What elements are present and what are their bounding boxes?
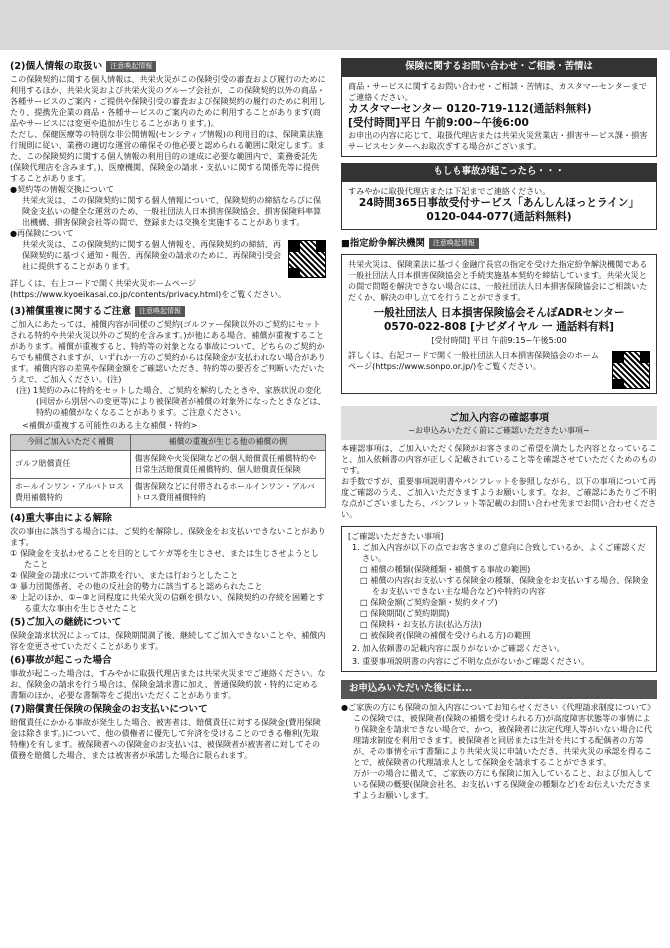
top-band [0, 0, 670, 50]
table-cell: 傷害保険などに付帯されるホールインワン・アルバトロス費用補償特約 [130, 479, 325, 508]
table-cell: ゴルフ賠償責任 [11, 450, 131, 479]
note: (注) 1契約のみに特約をセットした場合、ご契約を解約したときや、家族状況の変化(同居から別居への変更等)により被保険者が補償の対象外になったときなどは、特約の補償がなくなることがあります。ご注意ください。 [16, 385, 326, 418]
list-item: ③ 暴力団関係者、その他の反社会的勢力に該当すると認められたこと [10, 580, 263, 591]
inquiry-box [341, 77, 657, 158]
checkbox-item[interactable]: □ 補償の種類(保険種類・補償する事故の範囲) [360, 564, 531, 575]
section-title: (6)事故が起こった場合 [10, 654, 112, 666]
customer-center-hours: [受付時間]平日 午前9:00~午後6:00 [348, 116, 529, 129]
adr-qr-block [348, 350, 650, 389]
paragraph: この保険では、被保険者(保険の補償を受けられる方)が高度障害状態等の事情により保険金を請求できない場合で、かつ、被保険者に法定代理人等がいない場合に代理請求制度を利用できます。被保険者と同居または生計を共にする配偶者の方等が、その事情を示す書類により共栄火災に申請いただき、共栄火災の承認を得ることで、被保険者の代理請求人として保険金を請求することができます。 [353, 713, 653, 768]
paragraph: ただし、保健医療等の特別な非公開情報(センシティブ情報)の利用目的は、保険業法施行規則に従い、業務の適切な運営の確保その他必要と認められる範囲に限定します。また、この保険契約に関する個人情報の利用目的の達成に必要な範囲内で、業務委託先(保険代理店を含みます。)、医療機関、保険金の請求・支払いに関する関係先等に提供することがあります。 [10, 129, 326, 184]
confirm-item: 2. 加入依頼書の記載内容に誤りがないかご確認ください。 [352, 643, 565, 654]
inquiry-header: 保険に関するお問い合わせ・ご相談・苦情は [341, 58, 657, 77]
confirm-box [341, 526, 657, 672]
checkbox-item[interactable]: □ 保険期間(ご契約期間) [360, 608, 450, 619]
paragraph: お手数ですが、重要事項説明書やパンフレットを参照しながら、以下の事項について再度ご確認のうえ、ご加入いただきますようお願いします。なお、ご確認にあたりご不明な点がございましたら、パンフレット等記載のお問い合わせ先までお問い合わせください。 [341, 476, 657, 520]
coverage-table [10, 434, 326, 508]
after-header: お申込みいただいた後には... [341, 680, 657, 699]
paragraph: すみやかに取扱代理店または下記までご連絡ください。 [348, 186, 551, 197]
confirm-item: 1. ご加入内容が以下の点でお客さまのご意向に合致しているか、よくご確認ください。 [352, 542, 646, 564]
bullet-text: 共栄火災は、この保険契約に関する個人情報について、保険契約の締結ならびに保険金支払いの健全な運営のため、一般社団法人日本損害保険協会、損害保険料率算出機構、損害保険会社等の間で、登録または交換を実施することがあります。 [22, 195, 322, 228]
table-header-row [11, 435, 326, 451]
table-caption: <補償が重複する可能性のある主な補償・特約> [22, 420, 198, 431]
table-cell: ホールインワン・アルバトロス費用補償特約 [11, 479, 131, 508]
checkbox-item[interactable]: □ 保険金額(ご契約金額・契約タイプ) [360, 597, 498, 608]
table-header: 補償の重複が生じる他の補償の例 [130, 435, 325, 451]
section-title: (5)ご加入の継続について [10, 616, 122, 628]
right-column [341, 58, 657, 801]
left-column [10, 58, 326, 761]
customer-center-phone: カスタマーセンター 0120-719-112(通話料無料) [348, 102, 592, 115]
adr-org: 一般社団法人 日本損害保険協会そんぽADRセンター [373, 307, 625, 320]
paragraph: 本確認事項は、ご加入いただく保険がお客さまのご希望を満たした内容となっていること、加入依頼書の内容が正しく記載されていること等を確認させていただくためのものです。 [341, 443, 657, 476]
confirm-subtitle: ~お申込みいただく前にご確認いただきたい事項~ [408, 425, 590, 435]
checkbox-item[interactable]: □ 被保険者(保険の補償を受けられる方)の範囲 [360, 630, 531, 641]
adr-box [341, 254, 657, 394]
confirm-box-title: [ご確認いただきたい事項] [348, 531, 444, 542]
section-title: (7)賠償責任保険の保険金のお支払いについて [10, 703, 208, 715]
bullet-title: ●ご家族の方にも保険の加入内容についてお知らせください《代理請求制度について》 [341, 702, 656, 713]
adr-phone: 0570-022-808 [ナビダイヤル 一 通話料有料] [383, 321, 615, 334]
section-title: (2)個人情報の取扱い 注意喚起情報 [10, 60, 326, 73]
list-item: ④ 上記のほか、①~③と同程度に共栄火災の信頼を損ない、保険契約の存続を困難とする重大な事由を生じさせたこと [10, 591, 325, 613]
list-item: ① 保険金を支払わせることを目的としてケガ等を生じさせ、または生じさせようとしたこと [10, 547, 319, 569]
list-item: ② 保険金の請求について詐欺を行い、または行おうとしたこと [10, 569, 239, 580]
caution-tag: 注意喚起情報 [106, 61, 156, 72]
bullet-text: 共栄火災は、この保険契約に関する個人情報を、再保険契約の締結、再保険契約に基づく通知・報告、再保険金の請求のために、再保険引受会社に提供することがあります。 [22, 239, 282, 272]
paragraph: 保険金請求状況によっては、保険期間満了後、継続してご加入できないことや、補償内容を変更させていただくことがあります。 [10, 629, 326, 651]
section-title: ■指定紛争解決機関 注意喚起情報 [341, 238, 657, 251]
accident-line: 24時間365日事故受付サービス「あんしんほっとライン」 [358, 197, 640, 210]
paragraph: 次の事由に該当する場合には、ご契約を解除し、保険金をお支払いできないことがあります。 [10, 525, 326, 547]
accident-box [341, 182, 657, 230]
table-cell: 傷害保険や火災保険などの個人賠償責任補償特約や日常生活賠償責任補償特約、個人賠償責任保険 [130, 450, 325, 479]
paragraph: 賠償責任にかかる事故が発生した場合、被害者は、賠償責任に対する保険金(費用保険金は除きます。)について、他の債権者に優先して弁済を受けることのできる権利(先取特権)を有します。被保険者への保険金のお支払いは、被保険者が被害者に対してその債務を賠償した場合、または被害者が承諾した場合に限られます。 [10, 717, 321, 761]
section-title: (3)補償重複に関するご注意 注意喚起情報 [10, 305, 326, 318]
paragraph: お申出の内容に応じて、取扱代理店または共栄火災営業店・損害サービス課・損害サービスセンターへお取次ぎする場合がございます。 [348, 130, 648, 152]
confirm-item: 3. 重要事項説明書の内容にご不明な点がないかご確認ください。 [352, 656, 589, 667]
reinsurance-block [10, 239, 326, 278]
table-row [11, 450, 326, 479]
caution-tag: 注意喚起情報 [135, 306, 185, 317]
accident-phone: 0120-044-077(通話料無料) [426, 210, 572, 223]
accident-header: もしも事故が起こったら・・・ [341, 163, 657, 182]
confirm-header [341, 406, 657, 440]
checkbox-item[interactable]: □ 保険料・お支払方法(払込方法) [360, 619, 482, 630]
paragraph: 詳しくは、右記コードで開く一般社団法人日本損害保険協会のホームページ(https://www.sonpo.or.jp/)をご覧ください。 [348, 349, 599, 371]
checkbox-item[interactable]: □ 補償の内容(お支払いする保険金の種類、保険金をお支払いする場合、保険金をお支払いできない主な場合など)や特約の内容 [360, 575, 649, 597]
paragraph: 共栄火災は、保険業法に基づく金融庁長官の指定を受けた指定紛争解決機関である一般社団法人日本損害保険協会と手続実施基本契約を締結しています。共栄火災との間で問題を解決できない場合には、一般社団法人日本損害保険協会にご相談いただくか、解決の申し立てを行うことができます。 [348, 259, 648, 303]
section-title: (4)重大事由による解除 [10, 512, 112, 524]
paragraph: 詳しくは、右上コードで開く共栄火災ホームページ(https://www.kyoeikasai.co.jp/contents/privacy.html)をご覧ください。 [10, 278, 287, 300]
qr-code-icon[interactable] [612, 351, 650, 389]
paragraph: ご加入にあたっては、補償内容が同様のご契約(ゴルファー保険以外のご契約にセットされる特約や共栄火災以外のご契約を含みます。)が他にある場合、補償が重複することがあります。補償が重複すると、特約等の対象となる事故について、どちらのご契約からでも補償されますが、いずれか一方のご契約からは保険金が支払われない場合があります。補償内容の差異や保険金額をご確認いただき、特約等の要否をご判断いただいたうえで、ご加入ください。(注) [10, 319, 326, 385]
bullet-title: ●再保険について [10, 228, 74, 239]
caution-tag: 注意喚起情報 [429, 238, 479, 249]
adr-hours: [受付時間] 平日 午前9:15~午後5:00 [431, 334, 567, 345]
paragraph: 事故が起こった場合は、すみやかに取扱代理店または共栄火災までご連絡ください。なお、保険金の請求を行う場合は、保険金請求書に加え、普通保険約款・特約に定める書類のほか、必要な書類等をご提出いただくことがあります。 [10, 667, 326, 700]
bullet-title: ●契約等の情報交換について [10, 184, 115, 195]
paragraph: 万が一の場合に備えて、ご家族の方にも保険に加入していること、および加入している保険の概要(保険会社名、お支払いする保険金の種類など)をお伝えいただきますようお願いします。 [353, 768, 653, 801]
qr-code-icon[interactable] [288, 240, 326, 278]
confirm-title: ご加入内容の確認事項 [449, 412, 549, 424]
paragraph: この保険契約に関する個人情報は、共栄火災がこの保険引受の審査および履行のために利用するほか、共栄火災および共栄火災のグループ会社が、この保険契約以外の商品・各種サービスのご案内・ご提供や保険引受の審査および保険契約の履行のために利用したり、提携先企業の商品・各種サービスのご案内のために利用することがあります(商品やサービスには変更や追加が生じることがあります。)。 [10, 74, 326, 129]
table-row [11, 479, 326, 508]
table-header: 今回ご加入いただく補償 [11, 435, 131, 451]
paragraph: 商品・サービスに関するお問い合わせ・ご相談・苦情は、カスタマーセンターまでご連絡ください。 [348, 80, 647, 102]
